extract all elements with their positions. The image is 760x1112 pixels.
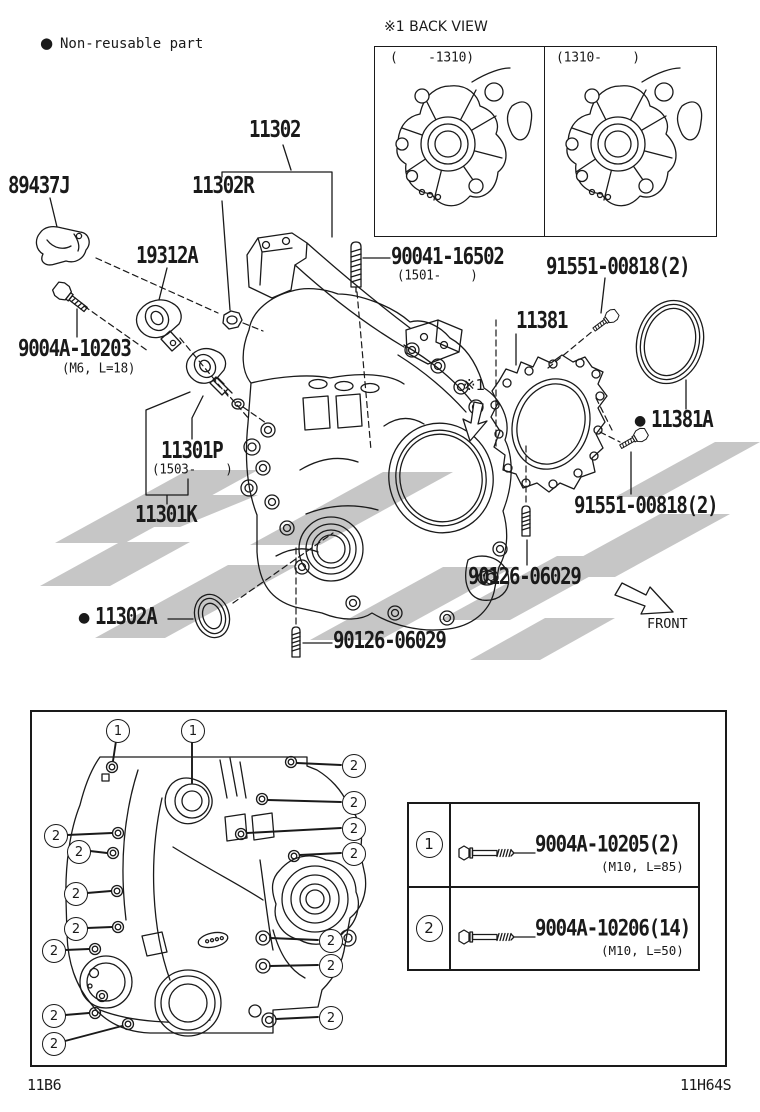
callout-2: 2 bbox=[42, 939, 66, 963]
part-label-89437J: 89437J bbox=[8, 172, 70, 199]
part-label-91551-00818-lower: 91551-00818(2) bbox=[574, 492, 718, 519]
rear-end-plate-drawing bbox=[491, 355, 607, 492]
part-label-90126-06029-lower: 90126-06029 bbox=[333, 627, 446, 654]
ref1-marker: ※1 bbox=[463, 376, 486, 394]
o-ring-drawing bbox=[628, 293, 712, 390]
legend-part-cell bbox=[451, 888, 698, 970]
stud-bolt-drawing bbox=[292, 242, 530, 657]
back-view-divider bbox=[544, 47, 545, 236]
footer-page-code: 11B6 bbox=[27, 1076, 62, 1094]
callout-2: 2 bbox=[67, 840, 91, 864]
part-label-90126-06029-right: 90126-06029 bbox=[468, 563, 581, 590]
part-label-11381A: 11381A bbox=[651, 406, 713, 433]
back-view-caption-late: (1310- ) bbox=[556, 49, 640, 66]
legend-part-cell bbox=[451, 804, 698, 886]
legend-row-1 bbox=[409, 804, 698, 888]
callout-2: 2 bbox=[319, 1006, 343, 1030]
part-label-90041-16502: 90041-16502 bbox=[391, 243, 504, 270]
non-reusable-bullet-icon: ● bbox=[634, 413, 647, 429]
front-arrow-icon bbox=[615, 583, 673, 614]
non-reusable-note: Non-reusable part bbox=[60, 36, 204, 52]
part-label-11301K: 11301K bbox=[135, 501, 197, 528]
back-view-title: ※1 BACK VIEW bbox=[384, 19, 488, 35]
legend-num-cell bbox=[409, 888, 451, 970]
callout-1: 1 bbox=[181, 719, 205, 743]
callout-2: 2 bbox=[319, 929, 343, 953]
callout-2: 2 bbox=[342, 791, 366, 815]
callout-2: 2 bbox=[342, 817, 366, 841]
callout-2: 2 bbox=[64, 882, 88, 906]
legend-part-spec: (M10, L=50) bbox=[601, 942, 684, 958]
part-label-11302R: 11302R bbox=[192, 172, 254, 199]
protector-drawing bbox=[36, 227, 89, 265]
spec-label-90041-16502: (1501- ) bbox=[397, 266, 478, 283]
back-view-caption-early: ( -1310) bbox=[390, 49, 474, 66]
back-view-box bbox=[374, 46, 717, 237]
spec-label-11301P: (1503- ) bbox=[152, 460, 233, 477]
cam-position-sensor-drawing bbox=[137, 300, 182, 351]
front-label: FRONT bbox=[647, 616, 688, 632]
legend-num-cell bbox=[409, 804, 451, 886]
oil-seal-drawing bbox=[189, 590, 235, 642]
part-label-19312A: 19312A bbox=[136, 242, 198, 269]
bolt-icon bbox=[457, 844, 537, 862]
legend-part-number: 9004A-10205(2) bbox=[535, 832, 680, 858]
legend-row-2 bbox=[409, 888, 698, 970]
bolt-icon bbox=[590, 308, 620, 335]
part-label-91551-00818-upper: 91551-00818(2) bbox=[546, 253, 690, 280]
callout-2: 2 bbox=[342, 754, 366, 778]
callout-2: 2 bbox=[42, 1004, 66, 1028]
crank-position-sensor-drawing bbox=[187, 349, 232, 395]
non-reusable-bullet-icon: ● bbox=[40, 34, 54, 52]
non-reusable-bullet-icon: ● bbox=[78, 610, 91, 626]
nut-drawing bbox=[223, 311, 242, 329]
part-label-11301P: 11301P bbox=[161, 437, 223, 464]
bolt-icon bbox=[618, 426, 650, 452]
callout-2: 2 bbox=[416, 915, 443, 942]
callout-2: 2 bbox=[42, 1032, 66, 1056]
callout-1: 1 bbox=[416, 831, 443, 858]
callout-2: 2 bbox=[64, 917, 88, 941]
part-label-11302A: 11302A bbox=[95, 603, 157, 630]
bolt-icon bbox=[457, 928, 537, 946]
part-label-11302: 11302 bbox=[249, 116, 301, 143]
legend-part-spec: (M10, L=85) bbox=[601, 859, 684, 874]
bolt-icon bbox=[51, 280, 91, 316]
callout-2: 2 bbox=[44, 824, 68, 848]
part-label-11381: 11381 bbox=[516, 307, 568, 334]
legend-part-number: 9004A-10206(14) bbox=[535, 915, 691, 941]
bolt-legend-table bbox=[407, 802, 700, 971]
part-label-9004A-10203: 9004A-10203 bbox=[18, 335, 131, 362]
footer-figure-code: 11H64S bbox=[680, 1076, 732, 1094]
spec-label-9004A-10203: (M6, L=18) bbox=[62, 359, 136, 376]
callout-1: 1 bbox=[106, 719, 130, 743]
callout-2: 2 bbox=[342, 842, 366, 866]
callout-2: 2 bbox=[319, 954, 343, 978]
